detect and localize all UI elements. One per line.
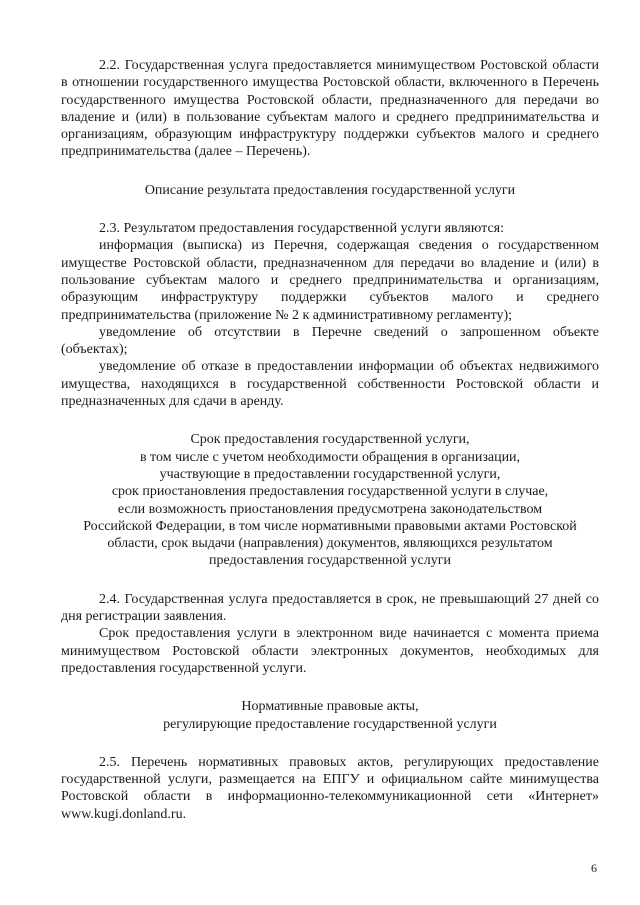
heading-term-line: если возможность приостановления предусмотрена законодательством bbox=[117, 501, 543, 517]
page-number: 6 bbox=[591, 861, 597, 875]
paragraph-2-3-item-2: уведомление об отсутствии в Перечне сведений о запрошенном объекте (объектах); bbox=[61, 324, 599, 358]
heading-term-line: области, срок выдачи (направления) документов, являющихся результатом bbox=[107, 536, 553, 552]
heading-term-line: предоставления государственной услуги bbox=[209, 553, 451, 569]
paragraph-2-4: 2.4. Государственная услуга предоставляется в срок, не превышающий 27 дней со дня регистрации заявления. bbox=[61, 591, 599, 625]
heading-term-line: в том числе с учетом необходимости обращения в организации, bbox=[139, 449, 521, 465]
paragraph-2-4-electronic: Срок предоставления услуги в электронном виде начинается с момента приема минимуществом Ростовской области электронных документов, необходимых для предоставления государственной услуги. bbox=[61, 626, 599, 676]
heading-term bbox=[61, 431, 599, 569]
heading-acts bbox=[61, 698, 599, 733]
heading-term-line: участвующие в предоставлении государственной услуги, bbox=[159, 466, 501, 482]
paragraph-2-2: 2.2. Государственная услуга предоставляется минимуществом Ростовской области в отношении государственного имущества Ростовской области, включенного в Перечень государственного имущества Ростовской области, предназначенного для передачи во владение и (или) в пользование субъектам малого и среднего предпринимательства и организациям, образующим инфраструктуру поддержки субъектов малого и среднего предпринимательства (далее – Перечень). bbox=[61, 58, 599, 160]
heading-term-line: Срок предоставления государственной услуги, bbox=[190, 432, 470, 448]
heading-acts-line: Нормативные правовые акты, bbox=[241, 699, 419, 715]
heading-term-line: срок приостановления предоставления государственной услуги в случае, bbox=[111, 484, 549, 500]
spacer bbox=[61, 161, 599, 182]
spacer bbox=[61, 410, 599, 431]
paragraph-2-5: 2.5. Перечень нормативных правовых актов, регулирующих предоставление государственной услуги, размещается на ЕПГУ и официальном сайте минимущества Ростовской области в информационно-телекоммуникационной сети «Интернет» www.kugi.donland.ru. bbox=[61, 754, 599, 822]
spacer bbox=[61, 199, 599, 220]
paragraph-2-3-item-3: уведомление об отказе в предоставлении информации об объектах недвижимого имущества, находящихся в государственной собственности Ростовской области и предназначенных для сдачи в аренду. bbox=[61, 359, 599, 410]
spacer bbox=[61, 570, 599, 591]
heading-term-line: Российской Федерации, в том числе нормативными правовыми актами Ростовской bbox=[83, 518, 577, 534]
spacer bbox=[61, 733, 599, 754]
paragraph-2-3-item-1: информация (выписка) из Перечня, содержащая сведения о государственном имуществе Ростовской области, предназначенном для передачи во владение и (или) в пользование субъектам малого и среднего предпринимательства и организациям, образующим инфраструктуру поддержки субъектов малого и среднего предпринимательства (приложение № 2 к административному регламенту); bbox=[61, 238, 599, 323]
paragraph-2-3-intro: 2.3. Результатом предоставления государственной услуги являются: bbox=[99, 221, 504, 237]
spacer bbox=[61, 677, 599, 698]
heading-result: Описание результата предоставления государственной услуги bbox=[144, 182, 516, 198]
heading-acts-line: регулирующие предоставление государственной услуги bbox=[163, 716, 497, 732]
